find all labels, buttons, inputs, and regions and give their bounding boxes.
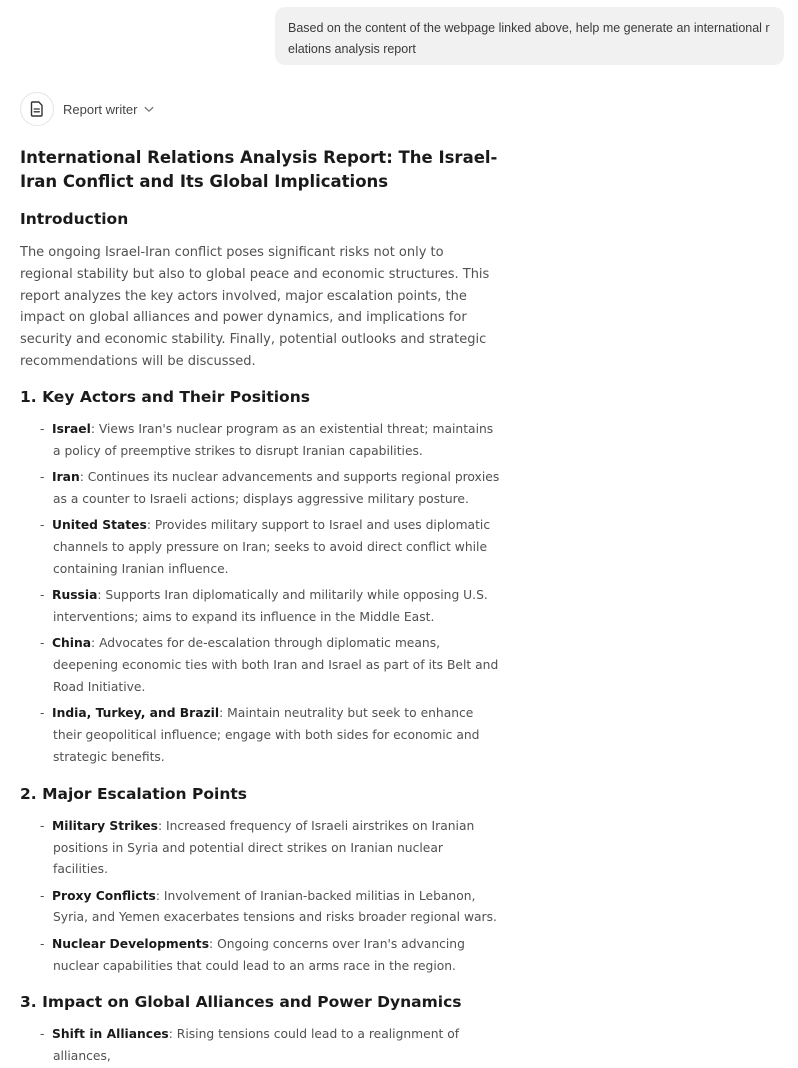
bullet-term: Shift in Alliances bbox=[52, 1027, 169, 1042]
bullet-marker: - bbox=[40, 818, 45, 833]
section-heading-escalation-points: 2. Major Escalation Points bbox=[20, 784, 247, 803]
bullet-marker: - bbox=[40, 1027, 45, 1042]
bullet-term: China bbox=[52, 636, 92, 651]
introduction-paragraph: The ongoing Israel-Iran conflict poses significant risks not only to regional stability but also to global peace and economic structures. This report analyzes the key actors involved, major escalation points, the impact on global alliances and power dynamics, and implications for security and economic stability. Finally, potential outlooks and strategic recommendations will be discussed. bbox=[20, 245, 490, 369]
list-item bbox=[40, 703, 500, 768]
report-content bbox=[20, 146, 500, 1068]
bullet-term: India, Turkey, and Brazil bbox=[52, 706, 220, 721]
bullet-marker: - bbox=[40, 588, 45, 603]
bullet-text: : Supports Iran diplomatically and militarily while opposing U.S. interventions; aims to expand its influence in the Middle East. bbox=[53, 588, 488, 624]
list-item bbox=[40, 467, 500, 511]
bullet-marker: - bbox=[40, 706, 45, 721]
list-item bbox=[40, 633, 500, 698]
introduction-heading: Introduction bbox=[20, 210, 129, 228]
bullet-term: Nuclear Developments bbox=[52, 936, 210, 951]
assistant-selector[interactable] bbox=[20, 91, 154, 127]
section-heading-global-alliances: 3. Impact on Global Alliances and Power Dynamics bbox=[20, 993, 462, 1012]
bullet-term: Proxy Conflicts bbox=[52, 888, 156, 903]
bullet-text: : Advocates for de-escalation through diplomatic means, deepening economic ties with both Iran and Israel as part of its Belt and Road Initiative. bbox=[53, 636, 499, 694]
list-item bbox=[40, 934, 500, 978]
key-actors-list bbox=[20, 419, 500, 769]
bullet-text: : Provides military support to Israel and uses diplomatic channels to apply pressure on Iran; seeks to avoid direct conflict while containing Iranian influence. bbox=[53, 518, 491, 576]
list-item bbox=[40, 886, 500, 930]
user-message-text: Based on the content of the webpage linked above, help me generate an international relations analysis report bbox=[288, 21, 770, 56]
bullet-marker: - bbox=[40, 421, 45, 436]
bullet-text: : Maintain neutrality but seek to enhance their geopolitical influence; engage with both sides for economic and strategic benefits. bbox=[53, 706, 480, 764]
section-heading-key-actors: 1. Key Actors and Their Positions bbox=[20, 387, 310, 406]
bullet-text: : Ongoing concerns over Iran's advancing nuclear capabilities that could lead to an arms race in the region. bbox=[53, 936, 465, 973]
report-title: International Relations Analysis Report: The Israel-Iran Conflict and Its Global Implications bbox=[20, 148, 498, 191]
bullet-term: Military Strikes bbox=[52, 818, 158, 833]
bullet-term: Israel bbox=[52, 421, 91, 436]
bullet-term: United States bbox=[52, 518, 147, 533]
bullet-text: : Continues its nuclear advancements and supports regional proxies as a counter to Israeli actions; displays aggressive military posture. bbox=[53, 469, 500, 506]
bullet-term: Iran bbox=[52, 469, 80, 484]
bullet-marker: - bbox=[40, 636, 45, 651]
bullet-text: : Involvement of Iranian-backed militias in Lebanon, Syria, and Yemen exacerbates tensions and risks broader regional wars. bbox=[53, 888, 497, 925]
list-item bbox=[40, 419, 500, 463]
bullet-term: Russia bbox=[52, 588, 98, 603]
list-item bbox=[40, 816, 500, 881]
user-message-bubble bbox=[275, 7, 784, 65]
bullet-text: : Rising tensions could lead to a realignment of alliances, bbox=[53, 1027, 460, 1064]
bullet-text: : Increased frequency of Israeli airstrikes on Iranian positions in Syria and potential direct strikes on Iranian nuclear facilities. bbox=[53, 818, 475, 877]
global-alliances-list bbox=[20, 1024, 500, 1068]
list-item bbox=[40, 585, 500, 629]
assistant-name: Report writer bbox=[63, 101, 138, 117]
bullet-marker: - bbox=[40, 936, 45, 951]
bullet-marker: - bbox=[40, 888, 45, 903]
escalation-points-list bbox=[20, 816, 500, 978]
list-item bbox=[40, 515, 500, 580]
bullet-marker: - bbox=[40, 518, 45, 533]
chevron-down-icon[interactable] bbox=[144, 106, 154, 113]
document-icon bbox=[20, 92, 54, 126]
bullet-text: : Views Iran's nuclear program as an existential threat; maintains a policy of preemptive strikes to disrupt Iranian capabilities. bbox=[53, 421, 494, 458]
bullet-marker: - bbox=[40, 469, 45, 484]
list-item bbox=[40, 1024, 500, 1068]
